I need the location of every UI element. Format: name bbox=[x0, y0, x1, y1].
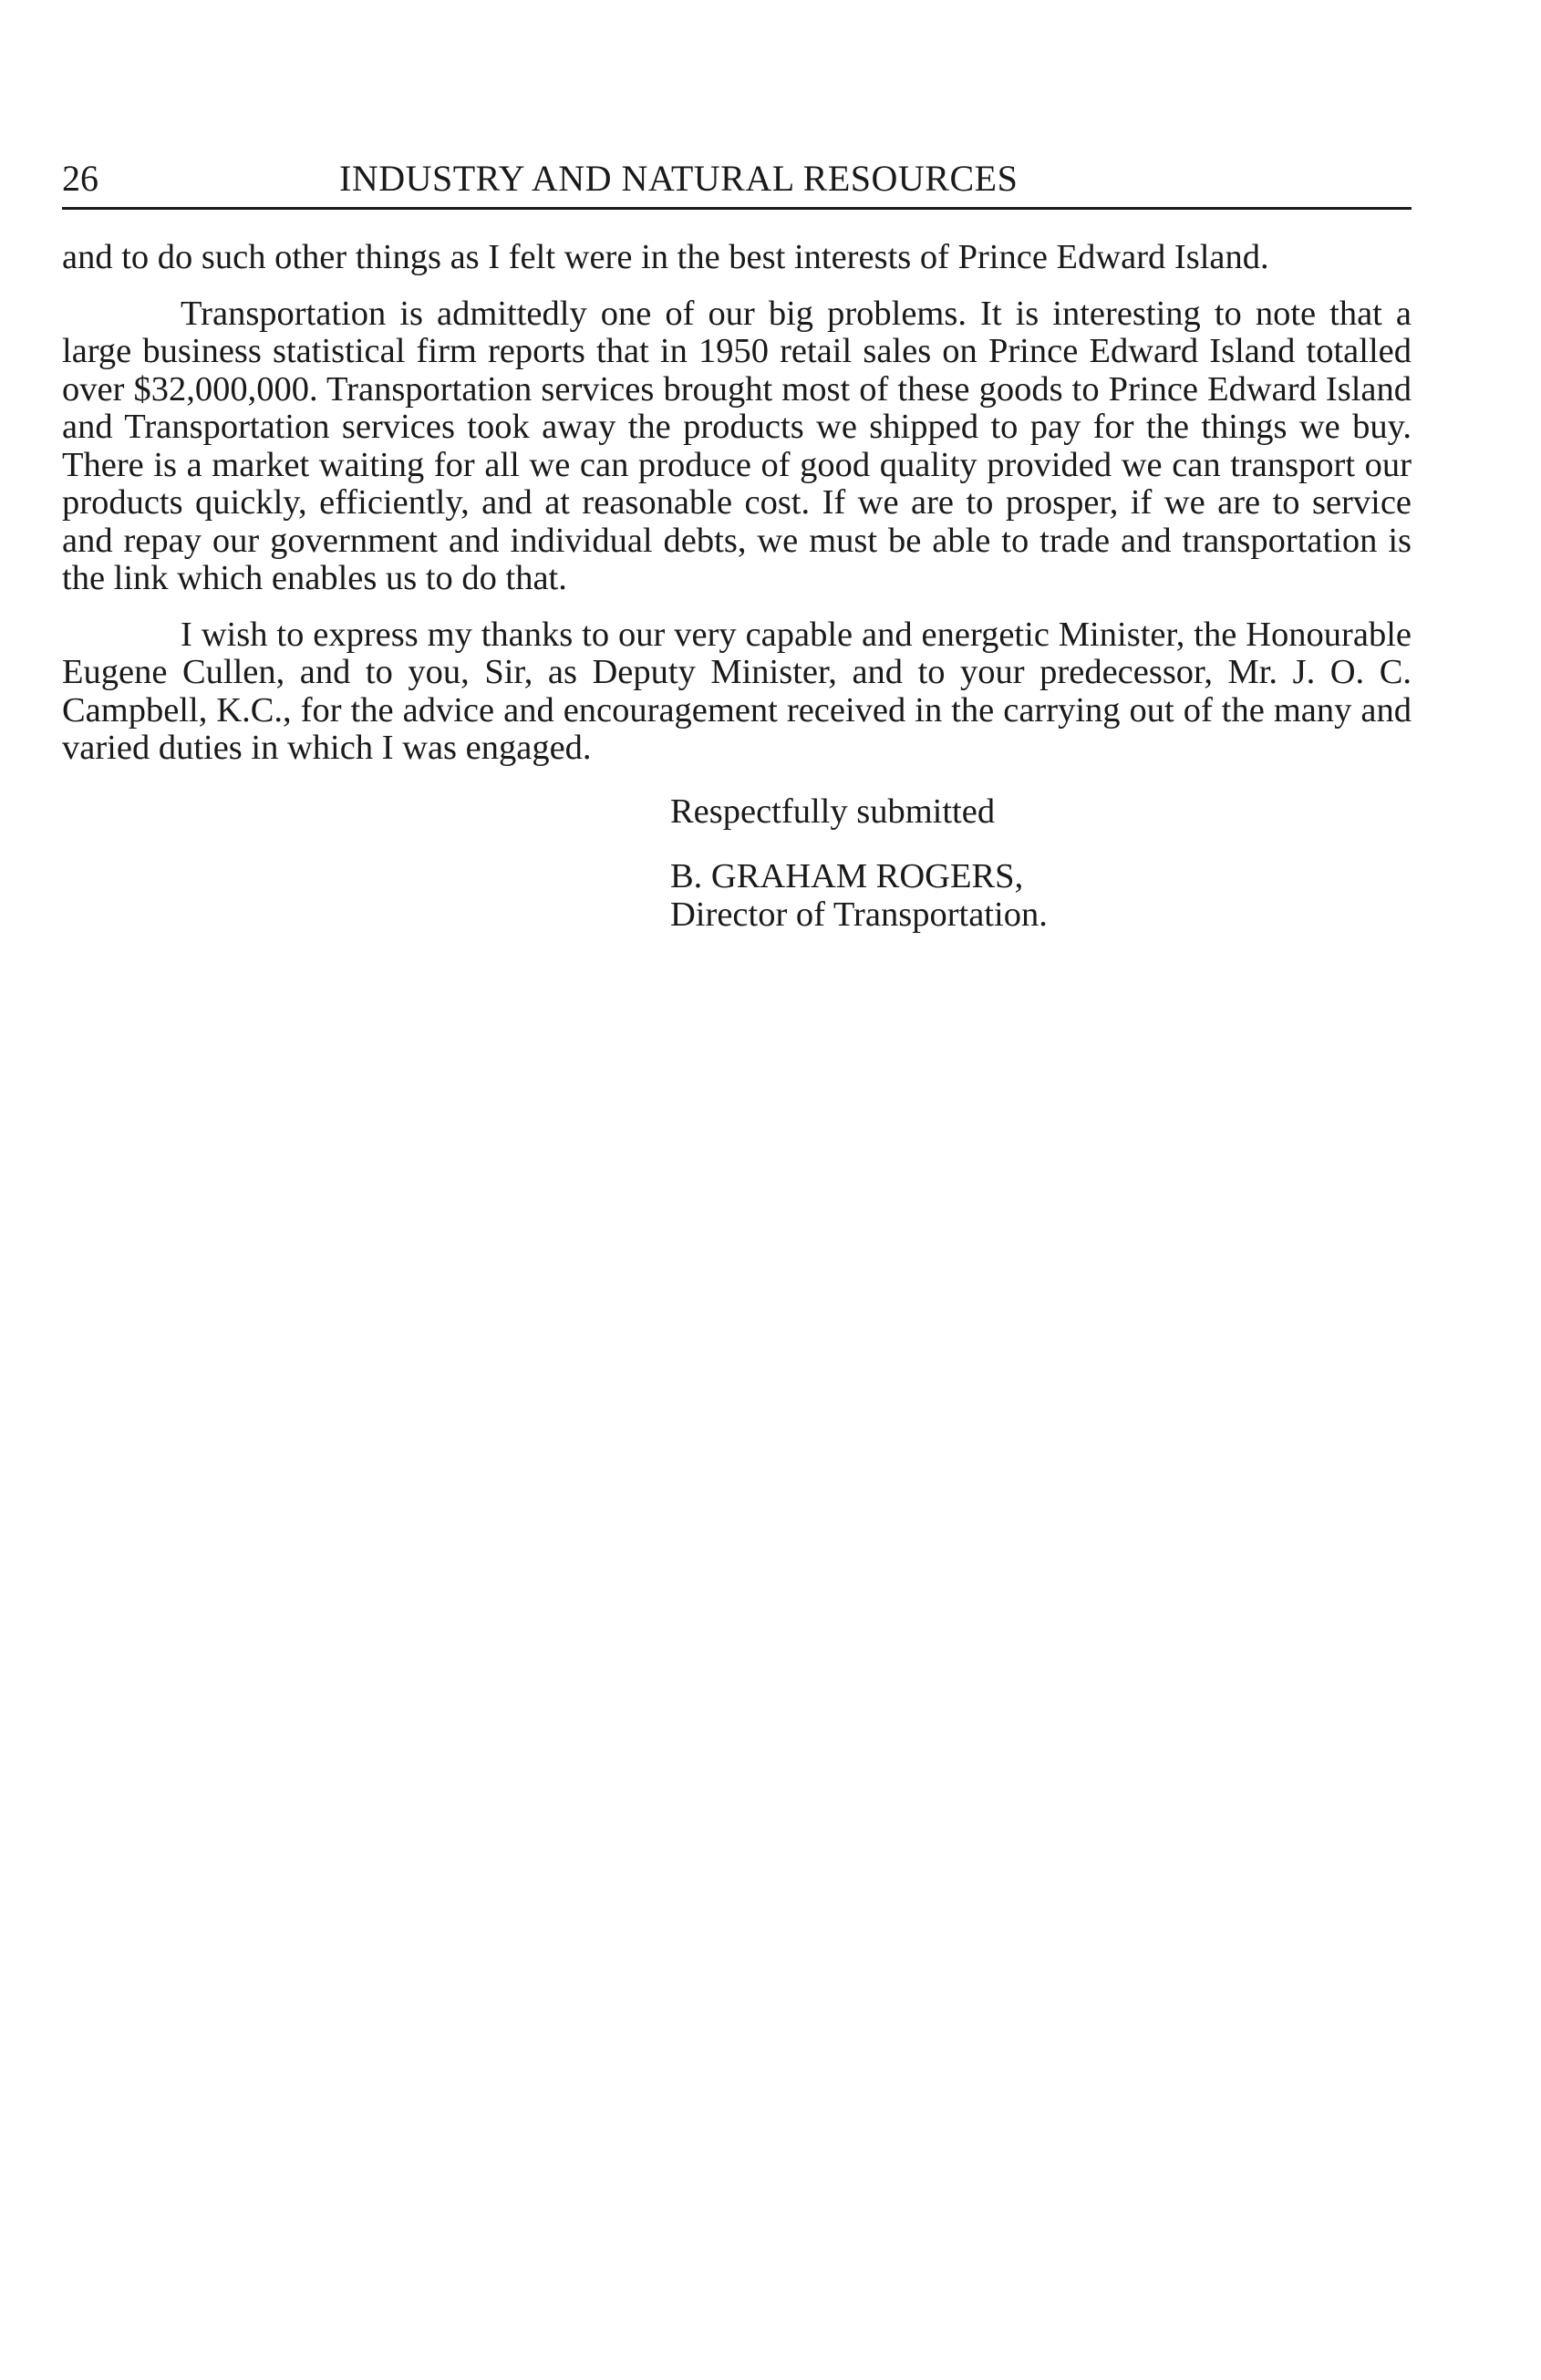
signatory-title: Director of Transportation. bbox=[670, 895, 1048, 934]
page-number: 26 bbox=[62, 158, 98, 199]
valediction: Respectfully submitted bbox=[670, 792, 996, 831]
paragraph-thanks: I wish to express my thanks to our very capable and energetic Minister, the Honourable Eugene Cullen, and to you, Sir, as Deputy Minister, and to your predecessor, Mr. J. O. C. Campbell, K.C., for the advice and encouragement received in the carrying out of the many and varied duties in which I was engaged. bbox=[62, 615, 1412, 767]
paragraph-continuation: and to do such other things as I felt were in the best interests of Prince Edward Island. bbox=[62, 238, 1269, 276]
running-header bbox=[62, 150, 1412, 210]
document-page bbox=[62, 150, 1412, 934]
body-text bbox=[62, 239, 1412, 768]
closing-block bbox=[670, 793, 1412, 935]
paragraph-transportation: Transportation is admittedly one of our big problems. It is interesting to note that a large business statistical firm reports that in 1950 retail sales on Prince Edward Island totalled over $32,000,000. Transportation services brought most of these goods to Prince Edward Island and Transportation services took away the products we shipped to pay for the things we buy. There is a market waiting for all we can produce of good quality provided we can transport our products quickly, efficiently, and at reasonable cost. If we are to prosper, if we are to service and repay our government and individual debts, we must be able to trade and transportation is the link which enables us to do that. bbox=[62, 294, 1412, 597]
signatory-name: B. GRAHAM ROGERS, bbox=[670, 857, 1024, 895]
running-title: INDUSTRY AND NATURAL RESOURCES bbox=[339, 158, 1019, 199]
signature-block bbox=[670, 858, 1412, 934]
